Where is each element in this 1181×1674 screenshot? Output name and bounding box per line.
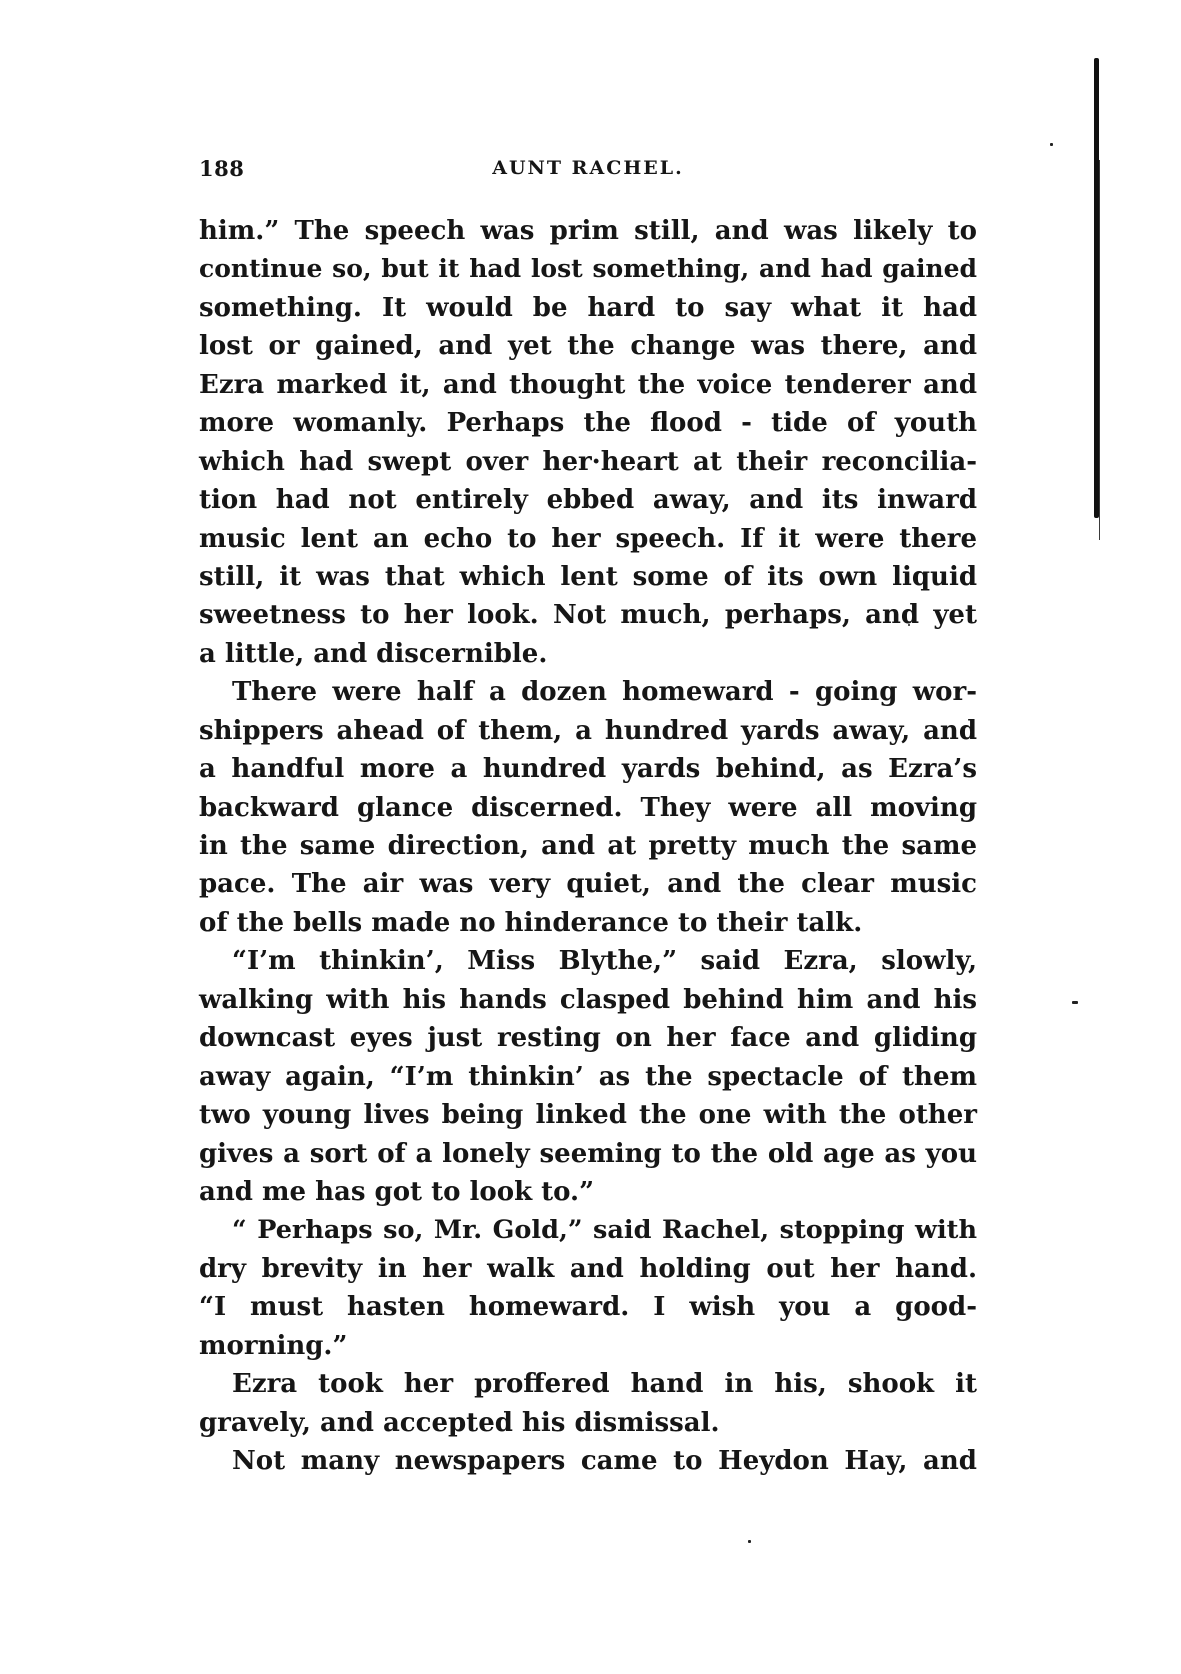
text-line: continue so, but it had lost something, and had gained — [199, 254, 977, 284]
text-line: away again, “I’m thinkin’ as the spectacle of them — [199, 1061, 977, 1092]
text-line: Not many newspapers came to Heydon Hay, and — [232, 1446, 977, 1476]
ink-speck — [1050, 143, 1053, 146]
text-line: two young lives being linked the one with the other — [199, 1100, 977, 1131]
text-line: dry brevity in her walk and holding out her hand. — [199, 1253, 977, 1284]
text-line: and me has got to look to.” — [199, 1176, 595, 1207]
text-line: music lent an echo to her speech. If it were there — [199, 523, 977, 554]
text-line: a handful more a hundred yards behind, as Ezra’s — [199, 754, 977, 785]
text-line: something. It would be hard to say what it had — [199, 292, 977, 323]
text-line: tion had not entirely ebbed away, and its inward — [199, 485, 977, 516]
text-line: “ Perhaps so, Mr. Gold,” said Rachel, stopping with — [232, 1215, 977, 1246]
text-line: pace. The air was very quiet, and the clear music — [199, 869, 977, 900]
text-line: “I must hasten homeward. I wish you a good- — [199, 1292, 977, 1323]
text-line: Ezra marked it, and thought the voice tenderer and — [199, 369, 977, 400]
text-line: of the bells made no hinderance to their talk. — [199, 907, 863, 938]
page-edge-shadow — [1099, 160, 1100, 540]
text-line: still, it was that which lent some of its own liquid — [199, 561, 977, 592]
text-line: downcast eyes just resting on her face and gliding — [199, 1023, 977, 1054]
text-line: in the same direction, and at pretty much the same — [199, 831, 977, 861]
page-number: 188 — [199, 156, 245, 181]
text-line: Ezra took her proffered hand in his, shook it — [232, 1369, 977, 1400]
text-line: more womanly. Perhaps the flood - tide of youth — [199, 408, 977, 439]
body-text — [199, 212, 977, 1480]
text-line: “I’m thinkin’, Miss Blythe,” said Ezra, slowly, — [232, 946, 977, 977]
text-line: gravely, and accepted his dismissal. — [199, 1407, 720, 1438]
text-line: a little, and discernible. — [199, 638, 548, 669]
running-header — [199, 156, 977, 184]
text-line: sweetness to her look. Not much, perhaps, and yet — [199, 600, 977, 631]
text-line: lost or gained, and yet the change was there, and — [199, 331, 977, 362]
text-line: There were half a dozen homeward - going wor- — [232, 677, 977, 708]
running-title: AUNT RACHEL. — [492, 157, 684, 179]
text-line: which had swept over her·heart at their reconcilia- — [199, 446, 977, 477]
text-line: backward glance discerned. They were all moving — [199, 792, 977, 823]
text-line: gives a sort of a lonely seeming to the old age as you — [199, 1138, 977, 1169]
ink-speck — [748, 1540, 751, 1543]
text-line: walking with his hands clasped behind him and his — [199, 984, 977, 1015]
text-line: shippers ahead of them, a hundred yards away, and — [199, 715, 977, 746]
text-line: morning.” — [199, 1330, 348, 1361]
ink-speck — [1072, 1001, 1078, 1004]
text-line: him.” The speech was prim still, and was likely to — [199, 216, 977, 246]
